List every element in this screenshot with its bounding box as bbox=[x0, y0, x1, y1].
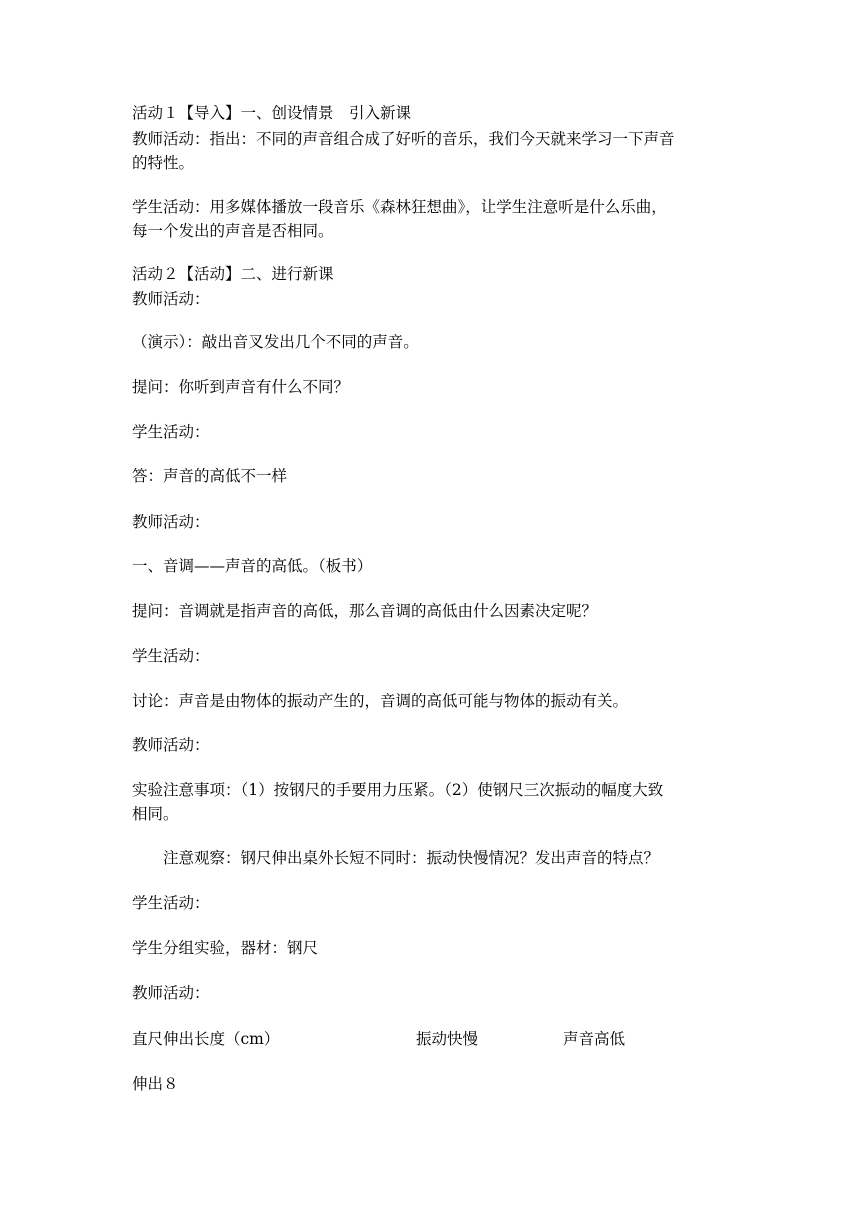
paragraph-line: 学生活动： bbox=[132, 894, 210, 912]
paragraph-line: 提问：你听到声音有什么不同？ bbox=[132, 378, 350, 396]
paragraph-line: 教师活动： bbox=[132, 736, 210, 754]
table-header-length: 直尺伸出长度（cm） bbox=[132, 1030, 280, 1048]
paragraph-line: 相同。 bbox=[132, 805, 179, 823]
paragraph-line: （演示）：敲出音叉发出几个不同的声音。 bbox=[132, 333, 419, 351]
paragraph-line: 教师活动： bbox=[132, 513, 210, 531]
paragraph-line: 学生分组实验，器材：钢尺 bbox=[132, 939, 319, 957]
paragraph-line: 学生活动： bbox=[132, 423, 210, 441]
paragraph-line: 的特性。 bbox=[132, 154, 195, 172]
paragraph-line: 教师活动：指出：不同的声音组合成了好听的音乐，我们今天就来学习一下声音 bbox=[132, 130, 675, 148]
paragraph-line: 注意观察：钢尺伸出桌外长短不同时：振动快慢情况？发出声音的特点？ bbox=[163, 849, 660, 867]
paragraph-line: 提问：音调就是指声音的高低，那么音调的高低由什么因素决定呢？ bbox=[132, 602, 598, 620]
paragraph-line: 每一个发出的声音是否相同。 bbox=[132, 222, 334, 240]
paragraph-line: 答：声音的高低不一样 bbox=[132, 467, 288, 485]
paragraph-line: 学生活动：用多媒体播放一段音乐《森林狂想曲》，让学生注意听是什么乐曲， bbox=[132, 198, 667, 216]
table-cell: 伸出８ bbox=[132, 1075, 179, 1093]
section-heading: 一、音调——声音的高低。（板书） bbox=[132, 557, 373, 575]
paragraph-line: 学生活动： bbox=[132, 647, 210, 665]
paragraph-line: 教师活动： bbox=[132, 984, 210, 1002]
activity-1-heading: 活动１【导入】一、创设情景 引入新课 bbox=[132, 104, 412, 122]
table-header-speed: 振动快慢 bbox=[416, 1030, 479, 1048]
paragraph-line: 教师活动： bbox=[132, 290, 210, 308]
table-header-pitch: 声音高低 bbox=[563, 1030, 626, 1048]
paragraph-line: 实验注意事项：（1）按钢尺的手要用力压紧。（2）使钢尺三次振动的幅度大致 bbox=[132, 781, 664, 799]
paragraph-line: 讨论：声音是由物体的振动产生的，音调的高低可能与物体的振动有关。 bbox=[132, 692, 629, 710]
activity-2-heading: 活动２【活动】二、进行新课 bbox=[132, 265, 334, 283]
